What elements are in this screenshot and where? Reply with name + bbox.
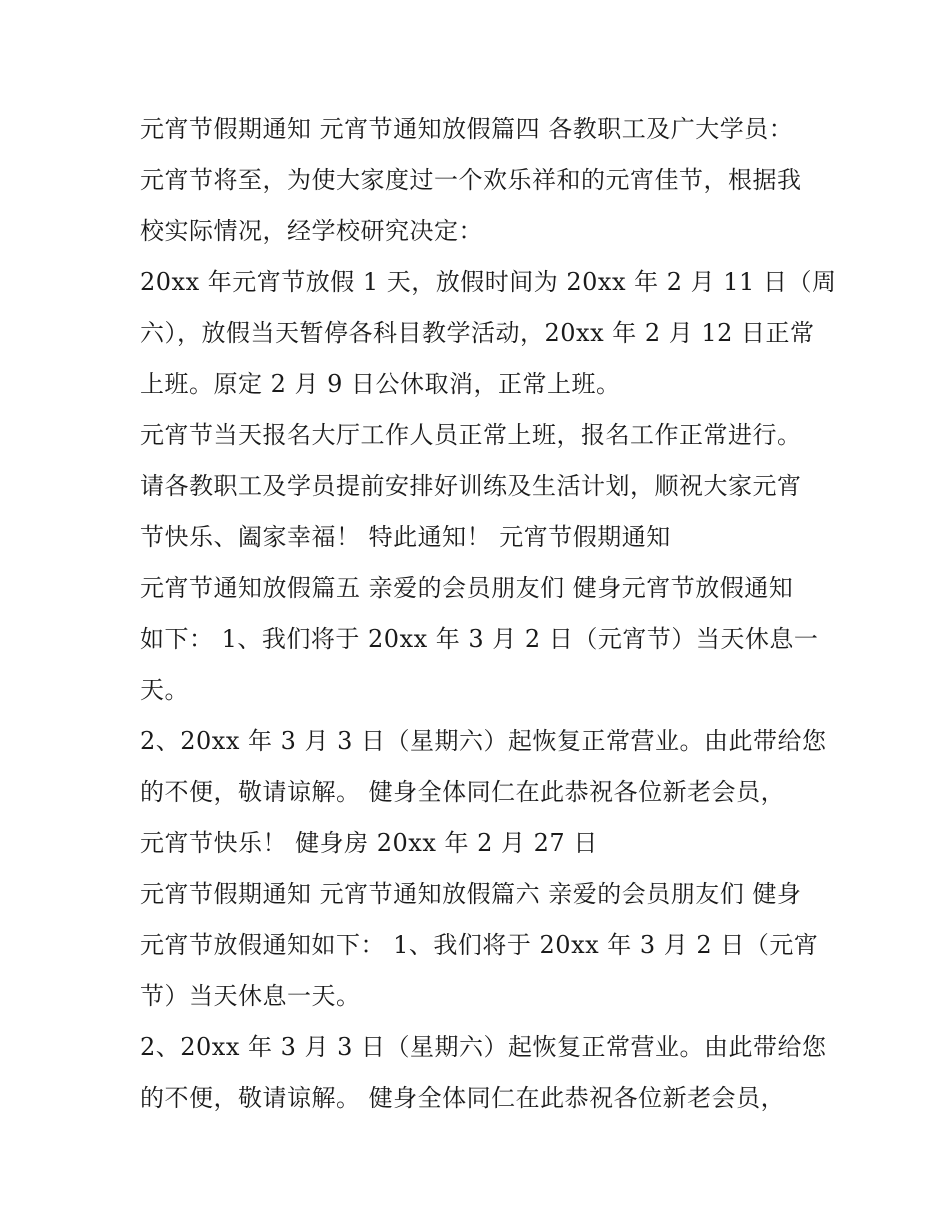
text-line: 元宵节假期通知 元宵节通知放假篇四 各教职工及广大学员： (140, 115, 794, 143)
text-line: 六），放假当天暂停各科目教学活动，20xx 年 2 月 12 日正常 (140, 319, 815, 347)
text-line: 20xx 年元宵节放假 1 天，放假时间为 20xx 年 2 月 11 日（周 (140, 268, 837, 296)
document-body (140, 104, 837, 1124)
text-line: 元宵节将至，为使大家度过一个欢乐祥和的元宵佳节，根据我 (140, 166, 802, 194)
text-line: 元宵节当天报名大厅工作人员正常上班，报名工作正常进行。 (140, 421, 802, 449)
text-line: 2、20xx 年 3 月 3 日（星期六）起恢复正常营业。由此带给您 (140, 727, 827, 755)
text-line: 请各教职工及学员提前安排好训练及生活计划，顺祝大家元宵 (140, 472, 802, 500)
text-line: 的不便，敬请谅解。 健身全体同仁在此恭祝各位新老会员， (140, 778, 786, 806)
text-line: 如下： 1、我们将于 20xx 年 3 月 2 日（元宵节）当天休息一 (140, 625, 819, 653)
text-line: 的不便，敬请谅解。 健身全体同仁在此恭祝各位新老会员， (140, 1084, 786, 1112)
text-line: 元宵节假期通知 元宵节通知放假篇六 亲爱的会员朋友们 健身 (140, 880, 802, 908)
text-line: 元宵节放假通知如下： 1、我们将于 20xx 年 3 月 2 日（元宵 (140, 931, 819, 959)
text-line: 节）当天休息一天。 (140, 982, 361, 1010)
text-line: 2、20xx 年 3 月 3 日（星期六）起恢复正常营业。由此带给您 (140, 1033, 827, 1061)
text-line: 元宵节快乐！ 健身房 20xx 年 2 月 27 日 (140, 829, 598, 857)
text-line: 上班。原定 2 月 9 日公休取消，正常上班。 (140, 370, 621, 398)
text-line: 节快乐、阖家幸福！ 特此通知！ 元宵节假期通知 (140, 523, 671, 551)
text-line: 校实际情况，经学校研究决定： (140, 217, 483, 245)
text-line: 天。 (140, 676, 189, 704)
text-line: 元宵节通知放假篇五 亲爱的会员朋友们 健身元宵节放假通知 (140, 574, 794, 602)
